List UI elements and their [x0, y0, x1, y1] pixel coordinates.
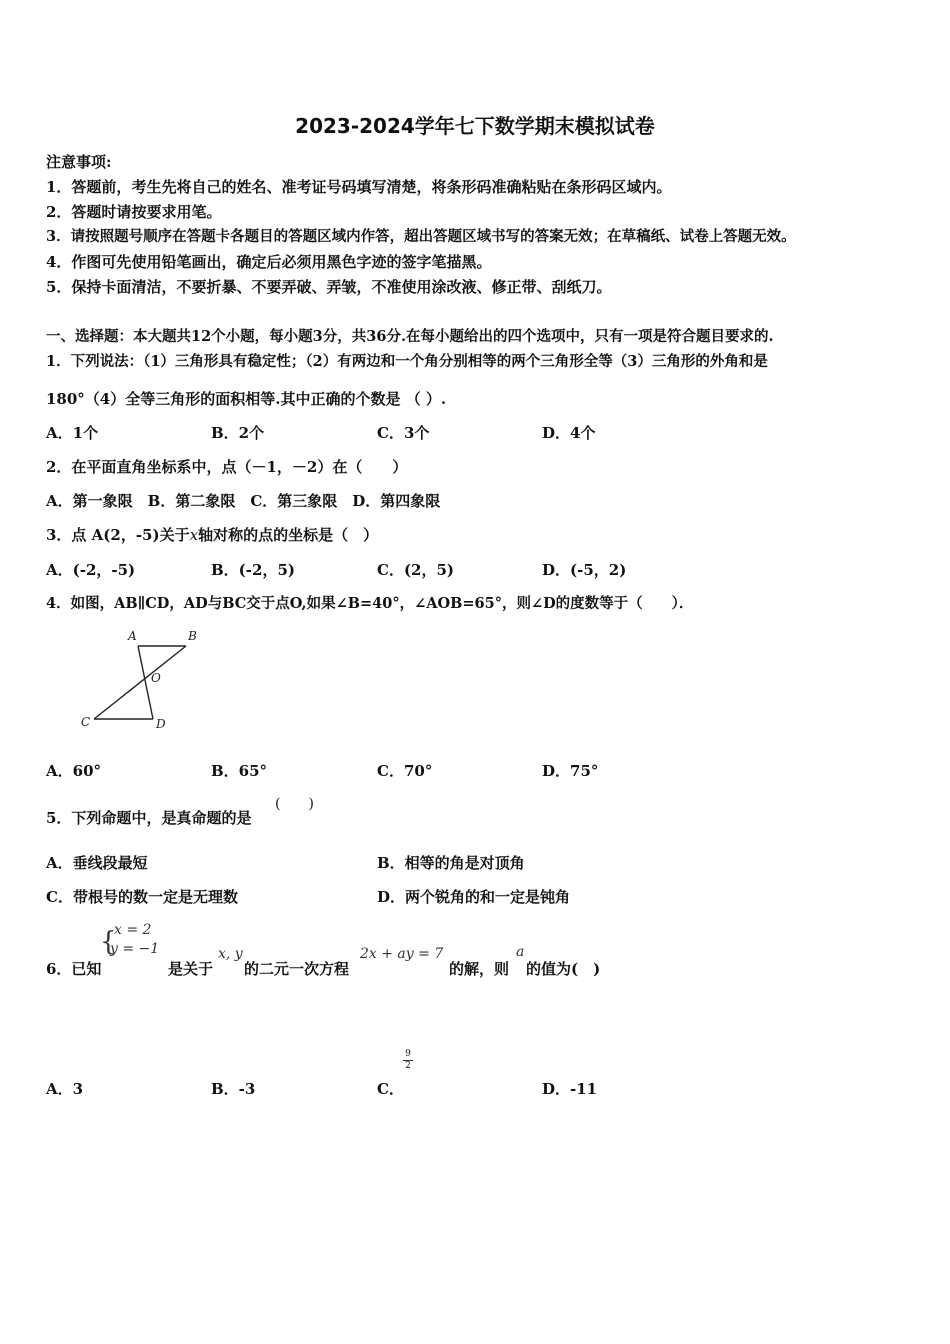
q4-figure [76, 624, 206, 734]
notice-item-3: 3．请按照题号顺序在答题卡各题目的答题区域内作答，超出答题区域书写的答案无效；在草稿纸、试卷上答题无效。 [46, 228, 796, 245]
q3-text [46, 525, 378, 545]
q5-paren: ( ) [275, 796, 314, 812]
q3-var-x: x [189, 526, 199, 544]
q5-text: 5．下列命题中，是真命题的是 [46, 809, 252, 827]
q4-option-c: C．70° [377, 762, 433, 780]
q3-option-c: C．(2，5) [377, 561, 455, 579]
label-b: B [188, 629, 197, 643]
q6-vars: x, y [218, 946, 243, 962]
q5-option-d: D．两个锐角的和一定是钝角 [377, 888, 571, 906]
q6-option-a: A．3 [46, 1080, 84, 1098]
q1-option-a: A．1个 [46, 424, 99, 442]
q1-option-d: D．4个 [542, 424, 596, 442]
q4-option-a: A．60° [46, 762, 102, 780]
q3-option-d: D．(-5，2) [542, 561, 627, 579]
notice-item-5: 5．保持卡面清洁，不要折暴、不要弄破、弄皱，不准使用涂改液、修正带、刮纸刀。 [46, 278, 612, 296]
q6-system-eq2: y = −1 [110, 941, 160, 957]
q6-option-c: C． [377, 1080, 404, 1098]
notice-item-2: 2．答题时请按要求用笔。 [46, 203, 222, 221]
q1-text-line2: 180°（4）全等三角形的面积相等.其中正确的个数是 （ ）. [46, 390, 447, 408]
q2-text: 2．在平面直角坐标系中，点（－1，－2）在（ ） [46, 458, 408, 476]
q6-option-d: D．-11 [542, 1080, 598, 1098]
label-d: D [156, 717, 166, 731]
q3-text-after: 轴对称的点的坐标是（ ） [198, 526, 379, 544]
section-heading: 一、选择题：本大题共12个小题，每小题3分，共36分.在每小题给出的四个选项中，只有一项是符合题目要求的. [46, 328, 774, 345]
notice-item-1: 1．答题前，考生先将自己的姓名、准考证号码填写清楚，将条形码准确粘贴在条形码区域内。 [46, 178, 672, 196]
notice-heading: 注意事项: [46, 153, 112, 171]
label-c: C [81, 715, 91, 729]
q2-options: A．第一象限 B．第二象限 C．第三象限 D．第四象限 [46, 492, 441, 510]
fraction-numerator: 9 [405, 1049, 411, 1059]
q1-text-line1: 1．下列说法：（1）三角形具有稳定性；（2）有两边和一个角分别相等的两个三角形全等（3）三角形的外角和是 [46, 353, 768, 370]
q6-text-1: 6．已知 [46, 960, 102, 978]
q5-option-b: B．相等的角是对顶角 [377, 854, 525, 872]
q5-option-c: C．带根号的数一定是无理数 [46, 888, 238, 906]
q6-text-3: 的二元一次方程 [244, 960, 350, 978]
q6-text-5: 的值为( ) [526, 960, 601, 978]
q1-option-c: C．3个 [377, 424, 430, 442]
q3-option-b: B．(-2，5) [211, 561, 295, 579]
label-a: A [128, 629, 137, 643]
fraction-denominator: 2 [403, 1060, 413, 1072]
q6-system-eq1: x = 2 [114, 922, 152, 938]
q6-text-2: 是关于 [168, 960, 214, 978]
q6-option-b: B．-3 [211, 1080, 256, 1098]
q4-text: 4．如图，AB∥CD，AD与BC交于点O,如果∠B=40°，∠AOB=65°，则∠D的度数等于（ ）． [46, 595, 694, 612]
q6-equation: 2x + ay = 7 [360, 946, 444, 962]
page-title: 2023-2024学年七下数学期末模拟试卷 [295, 114, 655, 138]
q4-option-b: B．65° [211, 762, 268, 780]
q6-option-c-fraction [403, 1049, 413, 1072]
q6-text-4: 的解，则 [449, 960, 510, 978]
q6-var-a: a [516, 944, 525, 960]
system-brace: { [100, 927, 117, 957]
notice-item-4: 4．作图可先使用铅笔画出，确定后必须用黑色字迹的签字笔描黑。 [46, 253, 492, 271]
q4-option-d: D．75° [542, 762, 599, 780]
label-o: O [151, 671, 161, 685]
q1-option-b: B．2个 [211, 424, 265, 442]
q3-option-a: A．(-2，-5) [46, 561, 136, 579]
q5-option-a: A．垂线段最短 [46, 854, 148, 872]
q3-text-before: 3．点 A(2，-5)关于 [46, 526, 190, 544]
